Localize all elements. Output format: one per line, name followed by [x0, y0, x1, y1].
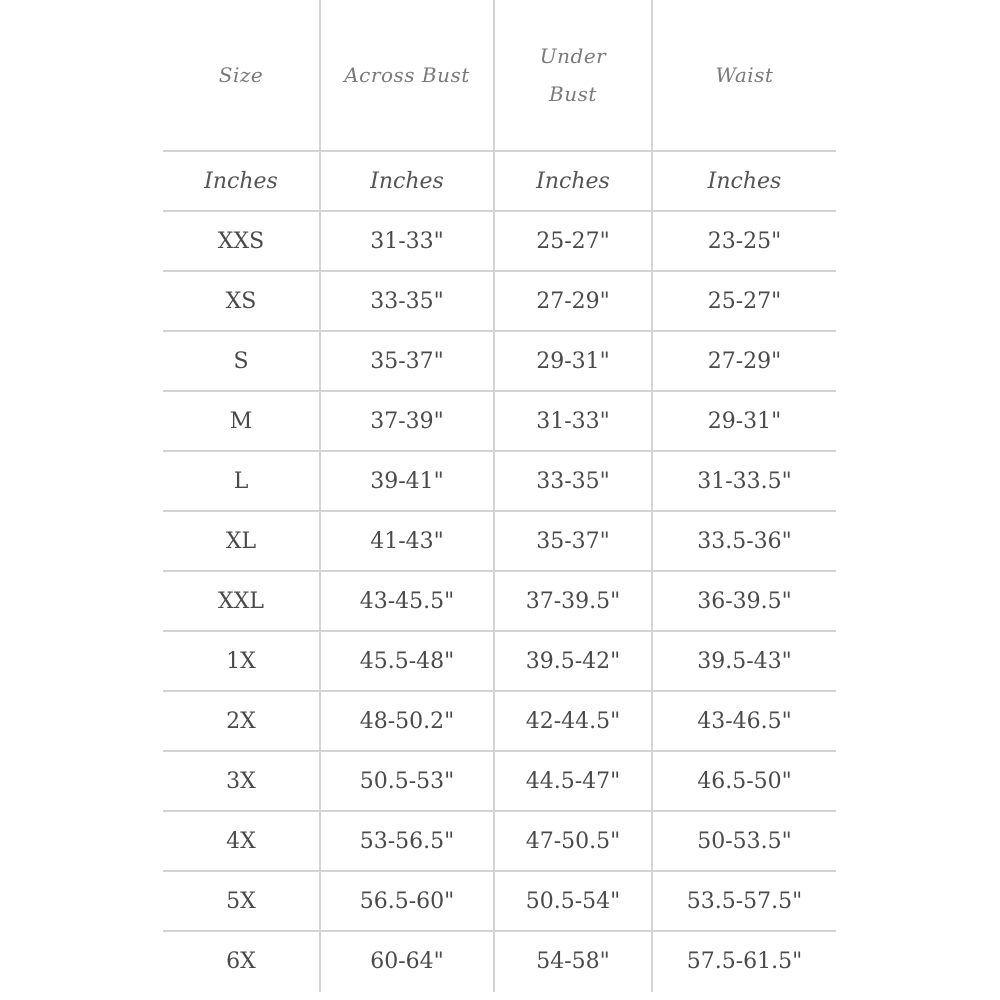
cell-across-bust: 41-43"	[370, 528, 444, 554]
cell-across-bust: 50.5-53"	[359, 768, 455, 794]
cell-under-bust: 37-39.5"	[525, 588, 621, 614]
cell-under-bust: 25-27"	[536, 228, 610, 254]
header-under-bust-wrap	[495, 0, 651, 150]
cell-waist: 31-33.5"	[697, 468, 792, 494]
cell-waist: 39.5-43"	[697, 648, 792, 674]
cell-waist: 27-29"	[707, 348, 782, 374]
cell-under-bust: 42-44.5"	[525, 708, 621, 734]
cell-under-bust: 27-29"	[536, 288, 610, 314]
cell-waist: 29-31"	[707, 408, 782, 434]
cell-size: 1X	[226, 648, 256, 674]
unit-waist: Inches	[707, 168, 782, 194]
cell-waist: 46.5-50"	[697, 768, 792, 794]
cell-size: 5X	[226, 888, 256, 914]
header-across-bust: Across Bust	[344, 63, 470, 87]
cell-waist: 43-46.5"	[697, 708, 792, 734]
cell-under-bust: 47-50.5"	[525, 828, 621, 854]
cell-across-bust: 60-64"	[370, 948, 444, 974]
cell-across-bust: 33-35"	[370, 288, 444, 314]
cell-across-bust: 31-33"	[370, 228, 444, 254]
cell-under-bust: 33-35"	[536, 468, 610, 494]
cell-size: XXL	[218, 588, 264, 614]
cell-across-bust: 56.5-60"	[359, 888, 455, 914]
cell-under-bust: 29-31"	[536, 348, 610, 374]
cell-across-bust: 53-56.5"	[359, 828, 455, 854]
cell-size: 4X	[226, 828, 256, 854]
unit-under-bust: Inches	[536, 168, 610, 194]
cell-waist: 50-53.5"	[697, 828, 792, 854]
cell-waist: 25-27"	[707, 288, 782, 314]
cell-across-bust: 35-37"	[370, 348, 444, 374]
header-under-bust: Under Bust	[539, 44, 607, 106]
cell-under-bust: 39.5-42"	[525, 648, 621, 674]
cell-waist: 57.5-61.5"	[686, 948, 803, 974]
cell-across-bust: 48-50.2"	[359, 708, 455, 734]
cell-under-bust: 44.5-47"	[525, 768, 621, 794]
cell-waist: 33.5-36"	[697, 528, 792, 554]
cell-size: XS	[225, 288, 257, 314]
cell-across-bust: 37-39"	[370, 408, 444, 434]
cell-across-bust: 45.5-48"	[359, 648, 455, 674]
unit-across-bust: Inches	[370, 168, 444, 194]
cell-size: 3X	[226, 768, 256, 794]
cell-under-bust: 31-33"	[536, 408, 610, 434]
cell-waist: 36-39.5"	[697, 588, 792, 614]
cell-size: XXS	[217, 228, 265, 254]
cell-size: S	[233, 348, 249, 374]
cell-size: XL	[225, 528, 257, 554]
unit-size: Inches	[204, 168, 278, 194]
cell-under-bust: 54-58"	[536, 948, 610, 974]
cell-across-bust: 39-41"	[370, 468, 444, 494]
cell-size: M	[229, 408, 253, 434]
cell-size: 2X	[226, 708, 256, 734]
cell-size: 6X	[226, 948, 256, 974]
cell-waist: 23-25"	[707, 228, 782, 254]
cell-under-bust: 50.5-54"	[525, 888, 621, 914]
cell-size: L	[233, 468, 249, 494]
cell-waist: 53.5-57.5"	[686, 888, 803, 914]
cell-across-bust: 43-45.5"	[359, 588, 455, 614]
header-waist: Waist	[715, 63, 774, 87]
header-size: Size	[218, 63, 264, 87]
cell-under-bust: 35-37"	[536, 528, 610, 554]
